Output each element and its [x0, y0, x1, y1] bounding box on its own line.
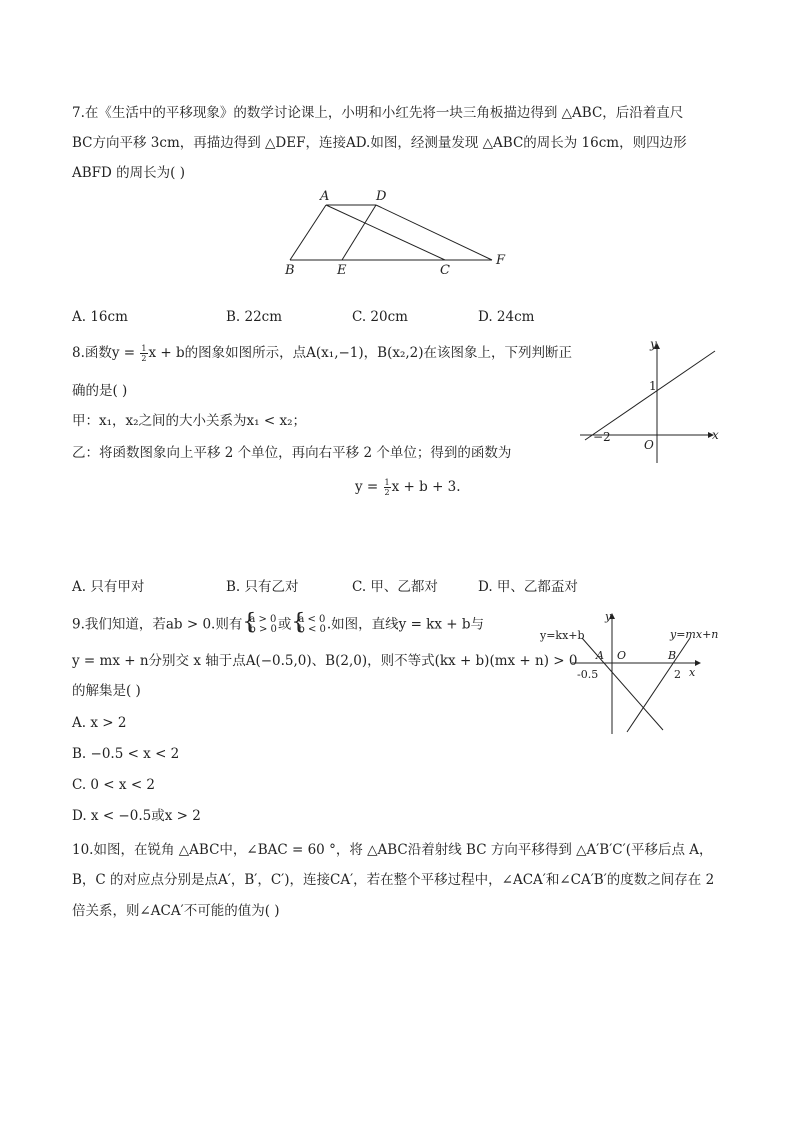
point-b-label: B	[668, 649, 677, 662]
q7-text-line1: 7.在《生活中的平移现象》的数学讨论课上，小明和小红先将一块三角板描边得到 △ABC，后沿着直尺	[72, 105, 684, 121]
q9-system-1: { a > 0 b > 0	[243, 615, 277, 635]
q8-text-line4: 乙：将函数图象向上平移 2 个单位，再向右平移 2 个单位；得到的函数为	[72, 445, 512, 461]
line-mx-n	[627, 638, 690, 732]
origin-label: O	[644, 438, 654, 452]
label-kx-b: y=kx+b	[540, 629, 585, 642]
tick-label-1: 1	[649, 379, 657, 393]
segment-ac	[326, 205, 445, 260]
q9-option-a[interactable]: A. x > 2	[72, 715, 127, 731]
y-axis-label: y	[605, 610, 612, 623]
label-b: B	[285, 263, 295, 278]
point-a-label: A	[596, 649, 604, 662]
tick-label-neg05: -0.5	[577, 668, 599, 681]
label-e: E	[337, 263, 347, 278]
q9-option-b[interactable]: B. −0.5 < x < 2	[72, 746, 180, 762]
label-c: C	[440, 263, 450, 278]
q9-text-line2: y = mx + n分别交 x 轴于点A(−0.5,0)、B(2,0)，则不等式(kx + b)(mx + n) > 0	[72, 653, 578, 669]
q10-text-line2: B，C 的对应点分别是点A′，B′，C′)，连接CA′，若在整个平移过程中，∠ACA′和∠CA′B′的度数之间存在 2	[72, 872, 715, 888]
q8-text-line2: 确的是( )	[72, 383, 128, 399]
q8-formula: y = $\frac{1}{2}$ x + b + 3.	[355, 478, 461, 497]
q9-text-line3: 的解集是( )	[72, 683, 141, 699]
q8-option-c[interactable]: C. 甲、乙都对	[352, 579, 438, 595]
q7-option-a[interactable]: A. 16cm	[72, 309, 128, 325]
q8-fraction: $\frac{1}{2}$	[141, 344, 147, 363]
label-a: A	[320, 189, 330, 204]
q9-text-line1: 9.我们知道，若ab > 0.则有 { a > 0 b > 0 或 { a < 0 b < 0 .如图，直线y = kx + b与	[72, 615, 484, 635]
function-line	[585, 351, 715, 440]
q7-option-b[interactable]: B. 22cm	[226, 309, 283, 325]
q7-option-d[interactable]: D. 24cm	[478, 309, 535, 325]
q8-option-d[interactable]: D. 甲、乙都盃对	[478, 579, 578, 595]
q9-graph	[540, 610, 720, 735]
label-f: F	[496, 253, 506, 268]
label-mx-n: y=mx+n	[670, 628, 719, 641]
q7-figure	[280, 185, 520, 278]
label-d: D	[376, 189, 387, 204]
tick-label-neg2: −2	[593, 430, 611, 444]
q7-text-line2: BC方向平移 3cm，再描边得到 △DEF，连接AD.如图，经测量发现 △ABC的周长为 16cm，则四边形	[72, 135, 687, 151]
segment-df	[376, 205, 492, 260]
segment-ab	[290, 205, 326, 260]
q8-text-line1: 8.函数y = $\frac{1}{2}$ x + b的图象如图所示，点A(x₁,−1)，B(x₂,2)在该图象上，下列判断正	[72, 344, 573, 363]
y-axis-label: y	[650, 337, 657, 351]
x-axis-label: x	[712, 428, 719, 442]
q8-text-line3: 甲：x₁，x₂之间的大小关系为x₁ < x₂；	[72, 413, 306, 429]
segment-de	[342, 205, 376, 260]
q9-option-d[interactable]: D. x < −0.5或x > 2	[72, 808, 201, 824]
q8-graph	[580, 338, 720, 463]
q9-option-c[interactable]: C. 0 < x < 2	[72, 777, 156, 793]
q7-option-c[interactable]: C. 20cm	[352, 309, 408, 325]
q7-text-line3: ABFD 的周长为( )	[72, 165, 185, 181]
q10-text-line1: 10.如图，在锐角 △ABC中，∠BAC = 60 °，将 △ABC沿着射线 BC 方向平移得到 △A′B′C′(平移后点 A，	[72, 842, 713, 858]
q9-system-2: { a < 0 b < 0	[292, 615, 326, 635]
x-axis-label: x	[689, 666, 696, 679]
origin-label: O	[617, 649, 627, 662]
q8-option-b[interactable]: B. 只有乙对	[226, 579, 299, 595]
q10-text-line3: 倍关系，则∠ACA′不可能的值为( )	[72, 903, 280, 919]
q8-option-a[interactable]: A. 只有甲对	[72, 579, 145, 595]
tick-label-2: 2	[674, 668, 681, 681]
